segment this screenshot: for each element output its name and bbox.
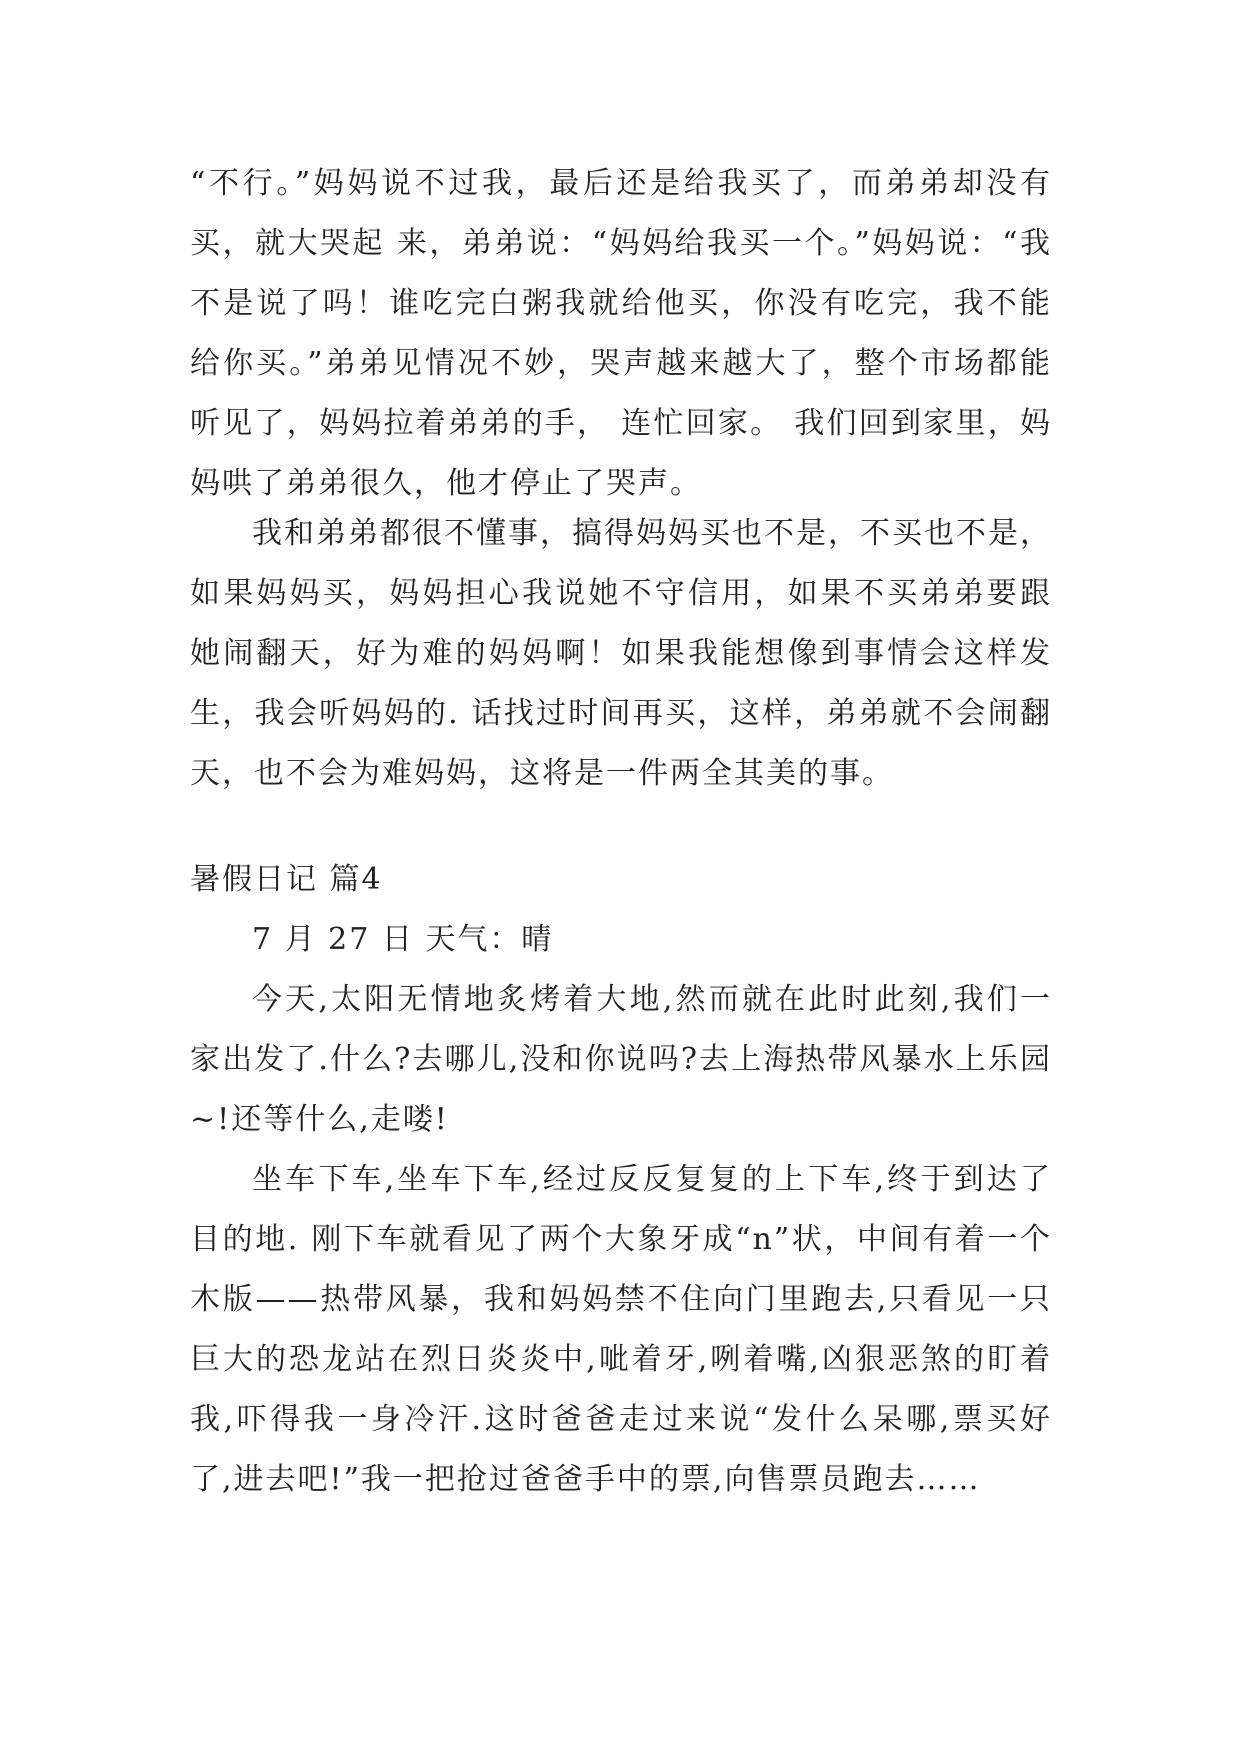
reflection-section xyxy=(190,504,1052,804)
diary-entry-section xyxy=(190,910,1052,1510)
paragraph-market-crying: “不行。”妈妈说不过我，最后还是给我买了，而弟弟却没有买，就大哭起 来，弟弟说：“妈妈给我买一个。”妈妈说：“我不是说了吗！谁吃完白粥我就给他买，你没有吃完，我不能给你买。”弟弟见情况不妙，哭声越来越大了，整个市场都能听见了，妈妈拉着弟弟的手， 连忙回家。 我们回到家里，妈妈哄了弟弟很久，他才停止了哭声。 xyxy=(190,166,1052,501)
paragraph-reflection: 我和弟弟都很不懂事，搞得妈妈买也不是，不买也不是，如果妈妈买，妈妈担心我说她不守信用，如果不买弟弟要跟她闹翻天，好为难的妈妈啊！如果我能想像到事情会这样发生，我会听妈妈的. 话找过时间再买，这样，弟弟就不会闹翻天，也不会为难妈妈，这将是一件两全其美的事。 xyxy=(190,516,1052,791)
paragraph-departure: 今天,太阳无情地炙烤着大地,然而就在此时此刻,我们一家出发了.什么?去哪儿,没和你说吗?去上海热带风暴水上乐园~!还等什么,走喽! xyxy=(190,982,1052,1137)
paragraph-arrival: 坐车下车,坐车下车,经过反反复复的上下车,终于到达了目的地. 刚下车就看见了两个大象牙成“n”状，中间有着一个木版——热带风暴，我和妈妈禁不住向门里跑去,只看见一只巨大的恐龙站在烈日炎炎中,呲着牙,咧着嘴,凶狠恶煞的盯着我,吓得我一身冷汗.这时爸爸走过来说“发什么呆哪,票买好了,进去吧!”我一把抢过爸爸手中的票,向售票员跑去…… xyxy=(190,1162,1052,1497)
story-ending-section xyxy=(190,154,1052,514)
date-weather-line: 7 月 27 日 天气：晴 xyxy=(252,922,554,957)
section-title: 暑假日记 篇4 xyxy=(190,862,383,897)
